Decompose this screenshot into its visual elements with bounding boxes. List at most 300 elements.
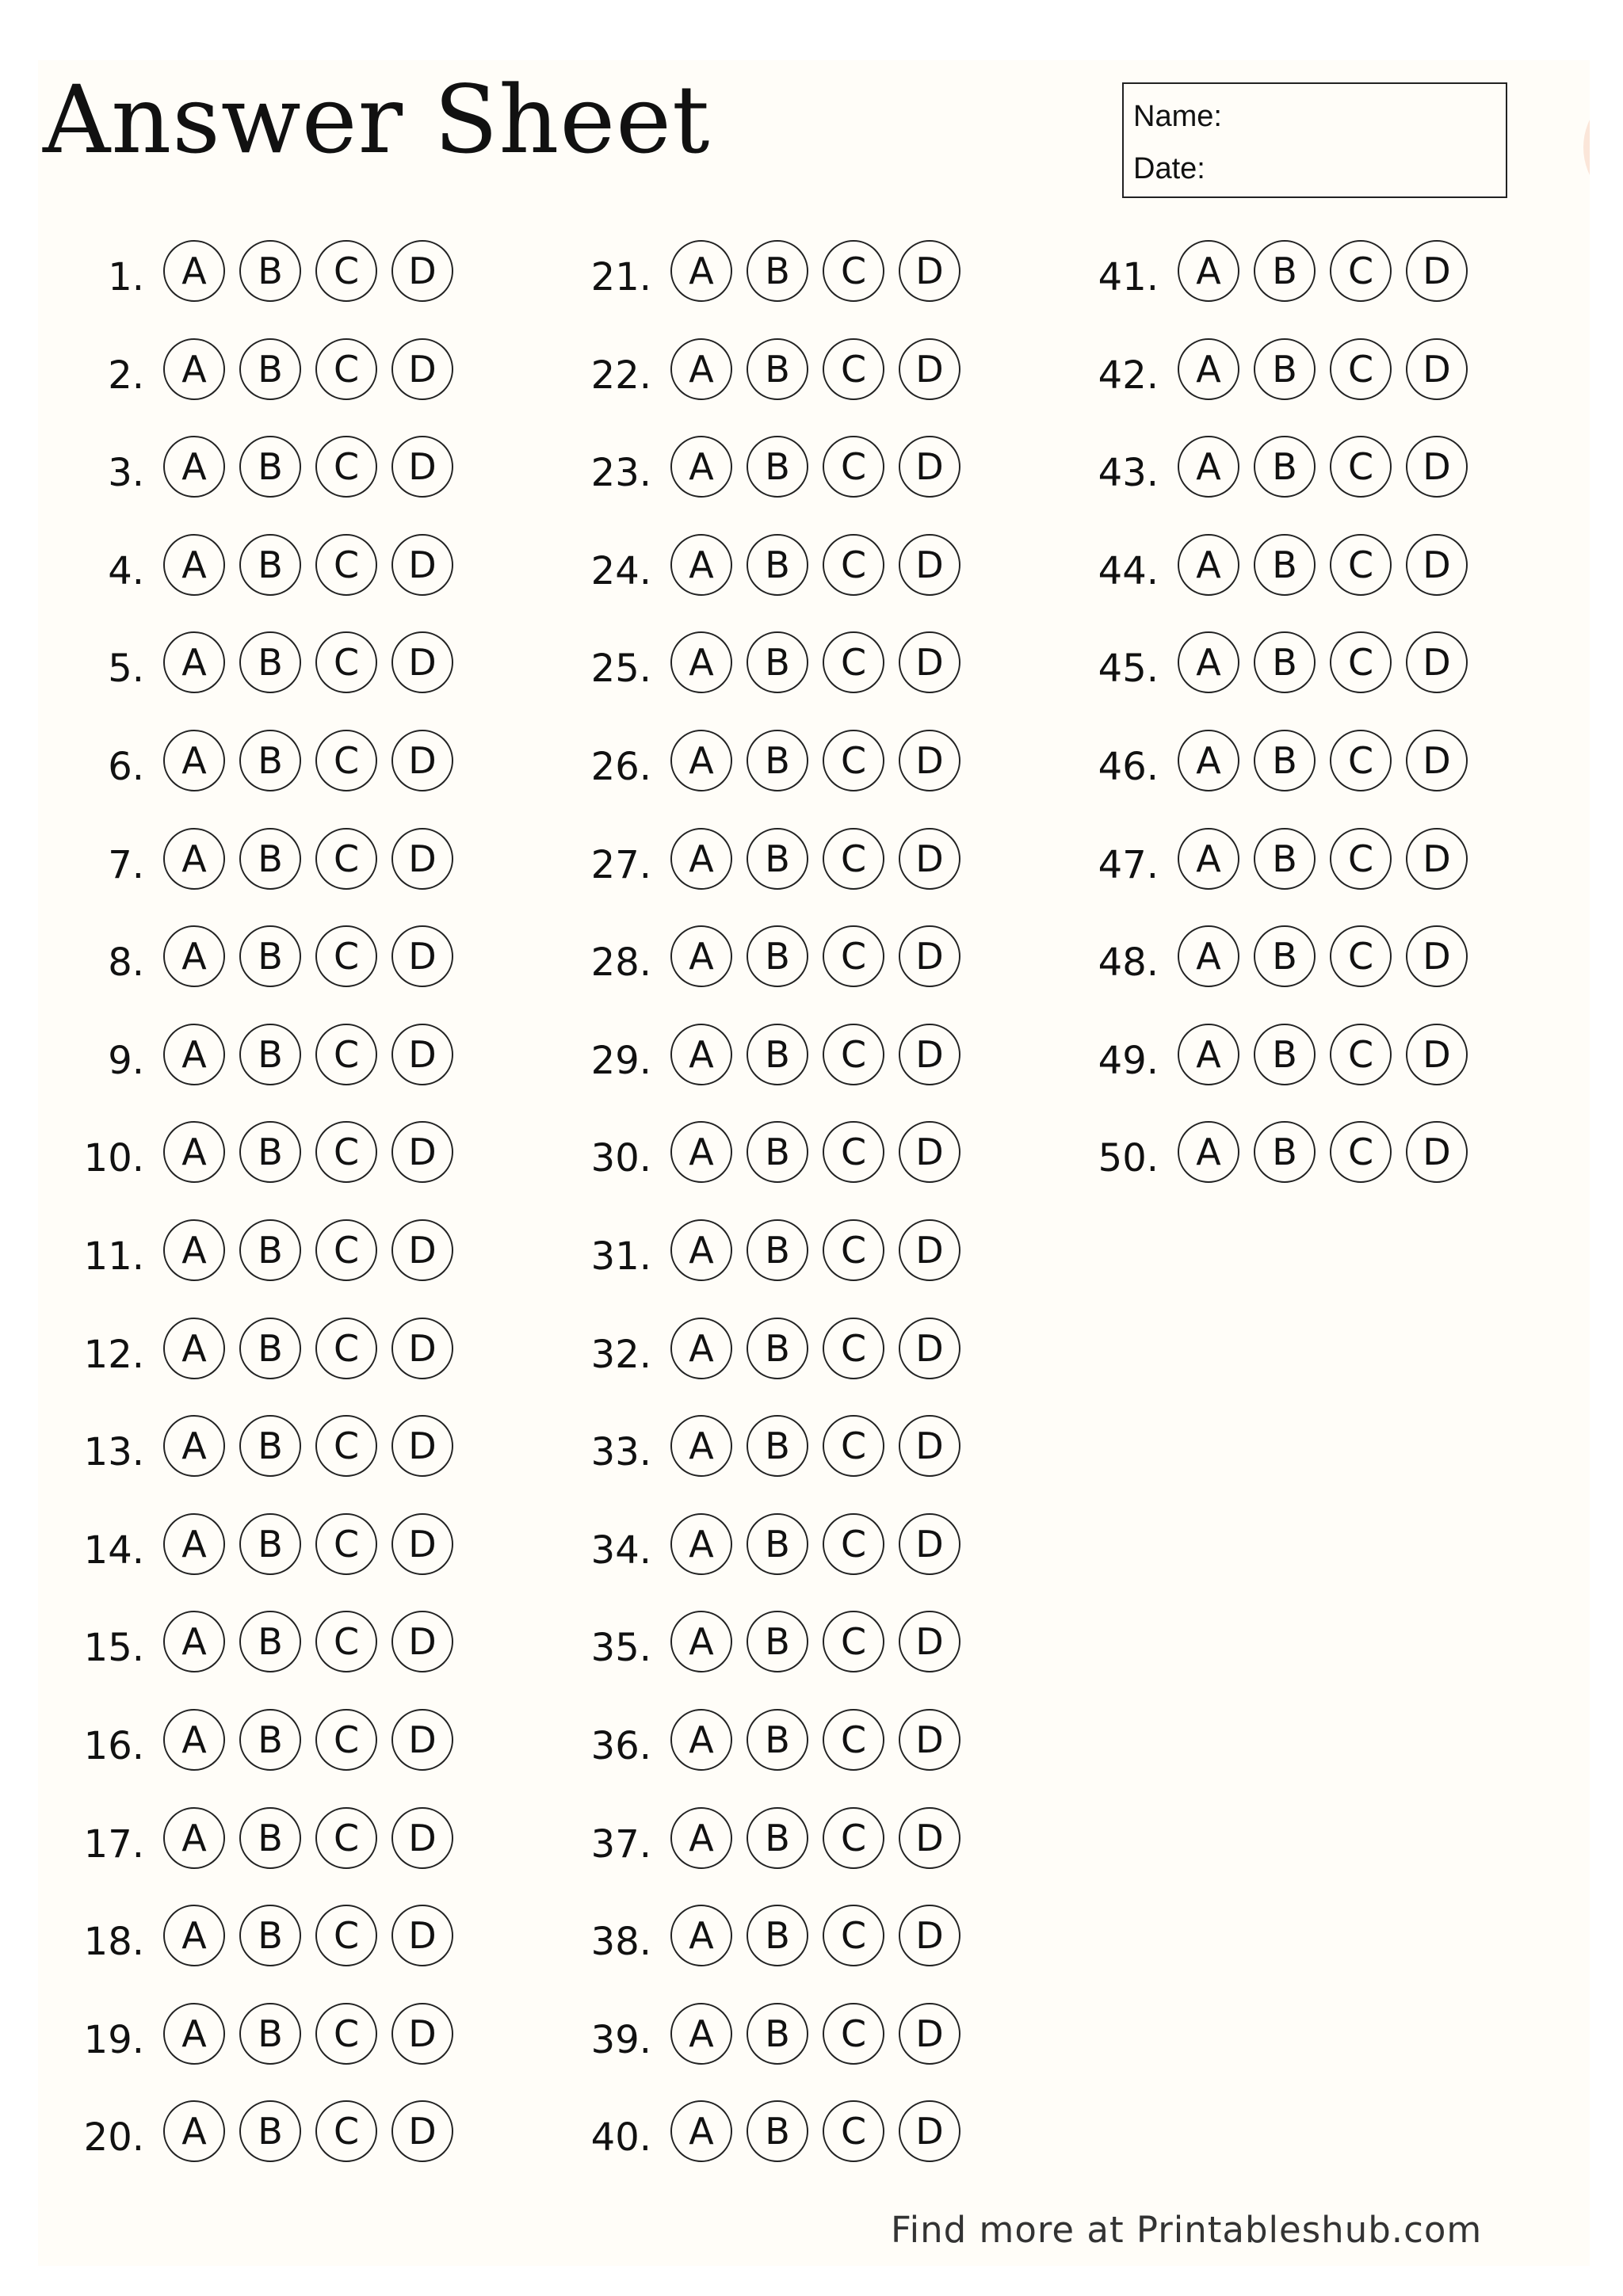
answer-bubble-c[interactable]: C	[315, 240, 377, 302]
answer-bubble-a[interactable]: A	[1178, 925, 1239, 987]
answer-bubble-a[interactable]: A	[163, 1807, 225, 1869]
question-number: 39.	[590, 2018, 651, 2062]
question-row	[590, 2100, 1114, 2165]
answer-bubble-b[interactable]: B	[239, 1611, 301, 1672]
answer-bubble-c[interactable]: C	[315, 1611, 377, 1672]
answer-bubble-d[interactable]: D	[899, 925, 960, 987]
answer-bubble-c[interactable]: C	[823, 240, 884, 302]
answer-bubble-c[interactable]: C	[1330, 1121, 1392, 1183]
question-row	[590, 1905, 1114, 1970]
question-number: 27.	[590, 843, 651, 887]
question-number: 11.	[83, 1234, 144, 1279]
answer-bubble-a[interactable]: A	[1178, 1024, 1239, 1085]
answer-bubble-c[interactable]: C	[315, 1905, 377, 1966]
question-row	[590, 1513, 1114, 1578]
answer-bubble-b[interactable]: B	[1254, 240, 1316, 302]
answer-bubble-a[interactable]: A	[670, 1611, 732, 1672]
answer-bubble-b[interactable]: B	[239, 828, 301, 890]
question-number: 9.	[108, 1039, 144, 1083]
answer-bubble-b[interactable]: B	[239, 1318, 301, 1379]
question-number: 22.	[590, 353, 651, 398]
answer-bubble-a[interactable]: A	[670, 2100, 732, 2162]
date-field-label: Date:	[1133, 152, 1205, 185]
answer-bubble-c[interactable]: C	[823, 534, 884, 596]
question-row	[1098, 925, 1621, 990]
question-number: 14.	[83, 1528, 144, 1573]
question-number: 41.	[1098, 255, 1159, 299]
answer-bubble-c[interactable]: C	[823, 1513, 884, 1575]
answer-bubble-d[interactable]: D	[391, 1024, 453, 1085]
answer-bubble-c[interactable]: C	[315, 2003, 377, 2065]
answer-bubble-a[interactable]: A	[670, 1415, 732, 1477]
answer-bubble-a[interactable]: A	[163, 1318, 225, 1379]
answer-bubble-b[interactable]: B	[1254, 631, 1316, 693]
question-number: 21.	[590, 255, 651, 299]
corner-decoration	[1583, 84, 1590, 211]
question-number: 8.	[108, 940, 144, 985]
answer-bubble-a[interactable]: A	[163, 1415, 225, 1477]
answer-bubble-b[interactable]: B	[747, 1219, 808, 1281]
answer-bubble-b[interactable]: B	[239, 2100, 301, 2162]
question-row	[590, 1024, 1114, 1089]
question-row	[1098, 240, 1621, 305]
question-row	[590, 534, 1114, 599]
answer-bubble-d[interactable]: D	[1406, 1121, 1468, 1183]
answer-bubble-c[interactable]: C	[823, 1121, 884, 1183]
answer-bubble-b[interactable]: B	[239, 1905, 301, 1966]
answer-bubble-a[interactable]: A	[163, 1121, 225, 1183]
answer-bubble-a[interactable]: A	[670, 730, 732, 791]
answer-bubble-b[interactable]: B	[747, 1415, 808, 1477]
answer-bubble-d[interactable]: D	[899, 631, 960, 693]
question-number: 18.	[83, 1920, 144, 1964]
question-number: 30.	[590, 1136, 651, 1180]
question-number: 1.	[108, 255, 144, 299]
answer-bubble-a[interactable]: A	[670, 925, 732, 987]
answer-bubble-b[interactable]: B	[239, 534, 301, 596]
answer-bubble-c[interactable]: C	[1330, 436, 1392, 498]
question-number: 45.	[1098, 646, 1159, 691]
question-number: 42.	[1098, 353, 1159, 398]
answer-bubble-b[interactable]: B	[239, 1121, 301, 1183]
answer-bubble-c[interactable]: C	[823, 1415, 884, 1477]
question-number: 20.	[83, 2115, 144, 2160]
question-number: 33.	[590, 1430, 651, 1474]
question-number: 28.	[590, 940, 651, 985]
question-row	[83, 1611, 607, 1676]
answer-bubble-c[interactable]: C	[823, 828, 884, 890]
answer-bubble-c[interactable]: C	[315, 338, 377, 400]
question-row	[108, 631, 607, 696]
answer-bubble-b[interactable]: B	[747, 1905, 808, 1966]
answer-bubble-b[interactable]: B	[747, 1024, 808, 1085]
answer-bubble-b[interactable]: B	[239, 1513, 301, 1575]
answer-bubble-a[interactable]: A	[670, 1709, 732, 1771]
question-row	[590, 631, 1114, 696]
question-row	[83, 1709, 607, 1774]
question-row	[1098, 730, 1621, 795]
question-row	[590, 338, 1114, 403]
answer-bubble-c[interactable]: C	[315, 1024, 377, 1085]
question-row	[108, 338, 607, 403]
answer-bubble-c[interactable]: C	[823, 1709, 884, 1771]
name-date-box	[1122, 82, 1507, 198]
answer-bubble-d[interactable]: D	[899, 1807, 960, 1869]
page-title: Answer Sheet	[43, 65, 711, 174]
answer-bubble-d[interactable]: D	[899, 2003, 960, 2065]
question-row	[108, 925, 607, 990]
answer-bubble-d[interactable]: D	[899, 1024, 960, 1085]
answer-bubble-d[interactable]: D	[391, 436, 453, 498]
answer-bubble-a[interactable]: A	[163, 2100, 225, 2162]
answer-bubble-d[interactable]: D	[899, 2100, 960, 2162]
answer-bubble-c[interactable]: C	[1330, 534, 1392, 596]
answer-bubble-c[interactable]: C	[315, 828, 377, 890]
question-row	[83, 1807, 607, 1872]
question-row	[83, 1415, 607, 1480]
answer-bubble-b[interactable]: B	[239, 730, 301, 791]
answer-bubble-d[interactable]: D	[899, 338, 960, 400]
question-row	[1098, 828, 1621, 893]
answer-bubble-a[interactable]: A	[1178, 240, 1239, 302]
answer-bubble-d[interactable]: D	[899, 1415, 960, 1477]
answer-bubble-a[interactable]: A	[163, 1024, 225, 1085]
answer-bubble-d[interactable]: D	[391, 828, 453, 890]
answer-bubble-d[interactable]: D	[391, 925, 453, 987]
answer-bubble-c[interactable]: C	[1330, 1024, 1392, 1085]
answer-bubble-b[interactable]: B	[747, 1513, 808, 1575]
answer-bubble-a[interactable]: A	[1178, 436, 1239, 498]
question-row	[590, 1318, 1114, 1383]
answer-bubble-c[interactable]: C	[315, 631, 377, 693]
answer-bubble-d[interactable]: D	[899, 240, 960, 302]
answer-bubble-b[interactable]: B	[239, 925, 301, 987]
answer-bubble-b[interactable]: B	[239, 1219, 301, 1281]
answer-bubble-a[interactable]: A	[670, 436, 732, 498]
question-number: 19.	[83, 2018, 144, 2062]
answer-bubble-c[interactable]: C	[1330, 925, 1392, 987]
question-number: 25.	[590, 646, 651, 691]
answer-bubble-d[interactable]: D	[391, 2003, 453, 2065]
question-number: 17.	[83, 1822, 144, 1867]
answer-bubble-d[interactable]: D	[1406, 1024, 1468, 1085]
answer-bubble-c[interactable]: C	[823, 338, 884, 400]
answer-bubble-a[interactable]: A	[670, 1807, 732, 1869]
answer-bubble-b[interactable]: B	[239, 338, 301, 400]
answer-bubble-a[interactable]: A	[670, 240, 732, 302]
answer-bubble-a[interactable]: A	[670, 534, 732, 596]
answer-bubble-a[interactable]: A	[1178, 338, 1239, 400]
question-number: 23.	[590, 451, 651, 495]
answer-bubble-d[interactable]: D	[1406, 828, 1468, 890]
answer-bubble-a[interactable]: A	[670, 1905, 732, 1966]
answer-bubble-d[interactable]: D	[391, 1709, 453, 1771]
answer-bubble-a[interactable]: A	[163, 631, 225, 693]
answer-bubble-d[interactable]: D	[899, 1513, 960, 1575]
answer-bubble-b[interactable]: B	[747, 1709, 808, 1771]
answer-bubble-c[interactable]: C	[315, 730, 377, 791]
answer-bubble-b[interactable]: B	[747, 1611, 808, 1672]
answer-bubble-a[interactable]: A	[670, 828, 732, 890]
answer-bubble-c[interactable]: C	[1330, 240, 1392, 302]
question-number: 10.	[83, 1136, 144, 1180]
answer-bubble-d[interactable]: D	[391, 730, 453, 791]
answer-bubble-b[interactable]: B	[747, 925, 808, 987]
question-number: 16.	[83, 1724, 144, 1768]
answer-bubble-b[interactable]: B	[747, 2100, 808, 2162]
answer-bubble-d[interactable]: D	[899, 1905, 960, 1966]
answer-bubble-d[interactable]: D	[899, 534, 960, 596]
answer-bubble-d[interactable]: D	[391, 240, 453, 302]
answer-bubble-b[interactable]: B	[1254, 338, 1316, 400]
answer-bubble-c[interactable]: C	[315, 1219, 377, 1281]
answer-bubble-b[interactable]: B	[1254, 1024, 1316, 1085]
answer-bubble-c[interactable]: C	[823, 1611, 884, 1672]
answer-bubble-a[interactable]: A	[163, 1219, 225, 1281]
answer-bubble-b[interactable]: B	[1254, 1121, 1316, 1183]
question-row	[83, 2100, 607, 2165]
answer-bubble-c[interactable]: C	[315, 925, 377, 987]
answer-bubble-b[interactable]: B	[747, 2003, 808, 2065]
answer-bubble-b[interactable]: B	[239, 1807, 301, 1869]
question-row	[590, 925, 1114, 990]
question-row	[108, 730, 607, 795]
answer-bubble-c[interactable]: C	[315, 436, 377, 498]
answer-bubble-d[interactable]: D	[899, 730, 960, 791]
answer-bubble-c[interactable]: C	[823, 2100, 884, 2162]
question-row	[1098, 1024, 1621, 1089]
footer-credit: Find more at Printableshub.com	[891, 2209, 1483, 2251]
answer-bubble-d[interactable]: D	[899, 1121, 960, 1183]
answer-bubble-a[interactable]: A	[163, 925, 225, 987]
question-row	[108, 240, 607, 305]
question-number: 44.	[1098, 549, 1159, 593]
answer-bubble-a[interactable]: A	[670, 1318, 732, 1379]
answer-bubble-b[interactable]: B	[747, 1807, 808, 1869]
answer-bubble-d[interactable]: D	[391, 1318, 453, 1379]
question-number: 35.	[590, 1626, 651, 1670]
question-row	[108, 828, 607, 893]
answer-bubble-c[interactable]: C	[823, 1024, 884, 1085]
answer-bubble-c[interactable]: C	[823, 631, 884, 693]
answer-bubble-a[interactable]: A	[163, 1709, 225, 1771]
question-row	[1098, 1121, 1621, 1186]
answer-bubble-a[interactable]: A	[1178, 1121, 1239, 1183]
answer-bubble-b[interactable]: B	[747, 631, 808, 693]
question-number: 31.	[590, 1234, 651, 1279]
question-number: 46.	[1098, 745, 1159, 789]
answer-bubble-d[interactable]: D	[391, 631, 453, 693]
question-number: 48.	[1098, 940, 1159, 985]
answer-bubble-d[interactable]: D	[391, 1121, 453, 1183]
answer-bubble-b[interactable]: B	[239, 1024, 301, 1085]
answer-bubble-b[interactable]: B	[1254, 925, 1316, 987]
question-row	[108, 1024, 607, 1089]
question-row	[83, 1121, 607, 1186]
answer-bubble-a[interactable]: A	[670, 338, 732, 400]
answer-bubble-a[interactable]: A	[163, 534, 225, 596]
answer-bubble-b[interactable]: B	[1254, 436, 1316, 498]
answer-bubble-d[interactable]: D	[899, 1709, 960, 1771]
question-row	[590, 730, 1114, 795]
question-number: 43.	[1098, 451, 1159, 495]
answer-bubble-b[interactable]: B	[239, 1709, 301, 1771]
answer-bubble-a[interactable]: A	[1178, 828, 1239, 890]
answer-bubble-d[interactable]: D	[391, 1513, 453, 1575]
answer-bubble-a[interactable]: A	[670, 1219, 732, 1281]
question-number: 32.	[590, 1333, 651, 1377]
answer-bubble-c[interactable]: C	[823, 1219, 884, 1281]
question-number: 3.	[108, 451, 144, 495]
answer-bubble-d[interactable]: D	[1406, 925, 1468, 987]
answer-bubble-b[interactable]: B	[239, 1415, 301, 1477]
question-row	[83, 1513, 607, 1578]
answer-bubble-d[interactable]: D	[391, 534, 453, 596]
question-number: 4.	[108, 549, 144, 593]
answer-bubble-c[interactable]: C	[823, 436, 884, 498]
answer-bubble-b[interactable]: B	[747, 338, 808, 400]
question-row	[590, 828, 1114, 893]
question-row	[590, 1415, 1114, 1480]
answer-bubble-b[interactable]: B	[747, 436, 808, 498]
answer-bubble-a[interactable]: A	[163, 436, 225, 498]
question-number: 37.	[590, 1822, 651, 1867]
question-number: 26.	[590, 745, 651, 789]
question-number: 5.	[108, 646, 144, 691]
answer-bubble-a[interactable]: A	[163, 730, 225, 791]
answer-bubble-d[interactable]: D	[899, 1219, 960, 1281]
answer-bubble-c[interactable]: C	[1330, 828, 1392, 890]
question-row	[1098, 631, 1621, 696]
answer-bubble-d[interactable]: D	[899, 1611, 960, 1672]
answer-bubble-a[interactable]: A	[163, 1513, 225, 1575]
answer-bubble-a[interactable]: A	[670, 2003, 732, 2065]
answer-bubble-d[interactable]: D	[391, 1611, 453, 1672]
question-row	[83, 2003, 607, 2068]
question-row	[590, 1709, 1114, 1774]
question-number: 47.	[1098, 843, 1159, 887]
answer-bubble-b[interactable]: B	[1254, 828, 1316, 890]
answer-bubble-b[interactable]: B	[1254, 534, 1316, 596]
answer-bubble-a[interactable]: A	[670, 1024, 732, 1085]
answer-bubble-d[interactable]: D	[899, 828, 960, 890]
answer-bubble-d[interactable]: D	[1406, 436, 1468, 498]
question-row	[1098, 436, 1621, 501]
answer-bubble-b[interactable]: B	[239, 2003, 301, 2065]
answer-bubble-d[interactable]: D	[391, 1807, 453, 1869]
question-number: 7.	[108, 843, 144, 887]
answer-bubble-d[interactable]: D	[391, 338, 453, 400]
answer-bubble-c[interactable]: C	[1330, 631, 1392, 693]
answer-bubble-c[interactable]: C	[315, 2100, 377, 2162]
answer-bubble-d[interactable]: D	[899, 1318, 960, 1379]
answer-bubble-b[interactable]: B	[239, 436, 301, 498]
answer-bubble-c[interactable]: C	[1330, 338, 1392, 400]
answer-bubble-d[interactable]: D	[391, 1415, 453, 1477]
question-number: 34.	[590, 1528, 651, 1573]
answer-bubble-c[interactable]: C	[315, 1807, 377, 1869]
question-row	[590, 1807, 1114, 1872]
answer-bubble-b[interactable]: B	[747, 534, 808, 596]
question-row	[108, 436, 607, 501]
answer-bubble-a[interactable]: A	[163, 338, 225, 400]
answer-bubble-d[interactable]: D	[391, 1219, 453, 1281]
answer-bubble-b[interactable]: B	[747, 240, 808, 302]
answer-bubble-d[interactable]: D	[1406, 240, 1468, 302]
answer-bubble-a[interactable]: A	[163, 2003, 225, 2065]
answer-bubble-a[interactable]: A	[163, 240, 225, 302]
answer-bubble-a[interactable]: A	[163, 1611, 225, 1672]
answer-bubble-a[interactable]: A	[163, 1905, 225, 1966]
question-number: 36.	[590, 1724, 651, 1768]
answer-bubble-b[interactable]: B	[747, 828, 808, 890]
question-row	[590, 436, 1114, 501]
answer-bubble-b[interactable]: B	[239, 631, 301, 693]
answer-bubble-d[interactable]: D	[1406, 338, 1468, 400]
answer-bubble-a[interactable]: A	[670, 1121, 732, 1183]
answer-bubble-a[interactable]: A	[1178, 631, 1239, 693]
answer-bubble-c[interactable]: C	[823, 925, 884, 987]
question-number: 38.	[590, 1920, 651, 1964]
answer-bubble-a[interactable]: A	[670, 631, 732, 693]
answer-bubble-d[interactable]: D	[391, 1905, 453, 1966]
answer-bubble-d[interactable]: D	[899, 436, 960, 498]
answer-bubble-d[interactable]: D	[1406, 631, 1468, 693]
question-number: 6.	[108, 745, 144, 789]
answer-bubble-c[interactable]: C	[823, 1905, 884, 1966]
answer-bubble-d[interactable]: D	[1406, 730, 1468, 791]
answer-bubble-c[interactable]: C	[315, 534, 377, 596]
answer-bubble-b[interactable]: B	[747, 1318, 808, 1379]
answer-bubble-b[interactable]: B	[747, 1121, 808, 1183]
answer-bubble-d[interactable]: D	[391, 2100, 453, 2162]
answer-bubble-c[interactable]: C	[823, 1807, 884, 1869]
answer-bubble-b[interactable]: B	[747, 730, 808, 791]
question-number: 15.	[83, 1626, 144, 1670]
question-number: 24.	[590, 549, 651, 593]
answer-bubble-c[interactable]: C	[315, 1709, 377, 1771]
answer-bubble-c[interactable]: C	[823, 1318, 884, 1379]
answer-bubble-c[interactable]: C	[315, 1318, 377, 1379]
question-row	[83, 1905, 607, 1970]
question-number: 2.	[108, 353, 144, 398]
question-row	[590, 1611, 1114, 1676]
answer-bubble-a[interactable]: A	[670, 1513, 732, 1575]
question-row	[108, 534, 607, 599]
answer-bubble-c[interactable]: C	[1330, 730, 1392, 791]
question-row	[1098, 534, 1621, 599]
question-number: 12.	[83, 1333, 144, 1377]
answer-bubble-a[interactable]: A	[1178, 730, 1239, 791]
question-row	[83, 1219, 607, 1284]
answer-bubble-b[interactable]: B	[1254, 730, 1316, 791]
question-row	[590, 1121, 1114, 1186]
answer-bubble-a[interactable]: A	[1178, 534, 1239, 596]
question-number: 40.	[590, 2115, 651, 2160]
question-number: 29.	[590, 1039, 651, 1083]
question-number: 49.	[1098, 1039, 1159, 1083]
question-row	[590, 240, 1114, 305]
answer-bubble-c[interactable]: C	[315, 1415, 377, 1477]
answer-bubble-c[interactable]: C	[823, 2003, 884, 2065]
answer-bubble-c[interactable]: C	[315, 1121, 377, 1183]
answer-bubble-c[interactable]: C	[315, 1513, 377, 1575]
answer-bubble-d[interactable]: D	[1406, 534, 1468, 596]
question-row	[590, 2003, 1114, 2068]
answer-bubble-a[interactable]: A	[163, 828, 225, 890]
answer-bubble-c[interactable]: C	[823, 730, 884, 791]
answer-bubble-b[interactable]: B	[239, 240, 301, 302]
